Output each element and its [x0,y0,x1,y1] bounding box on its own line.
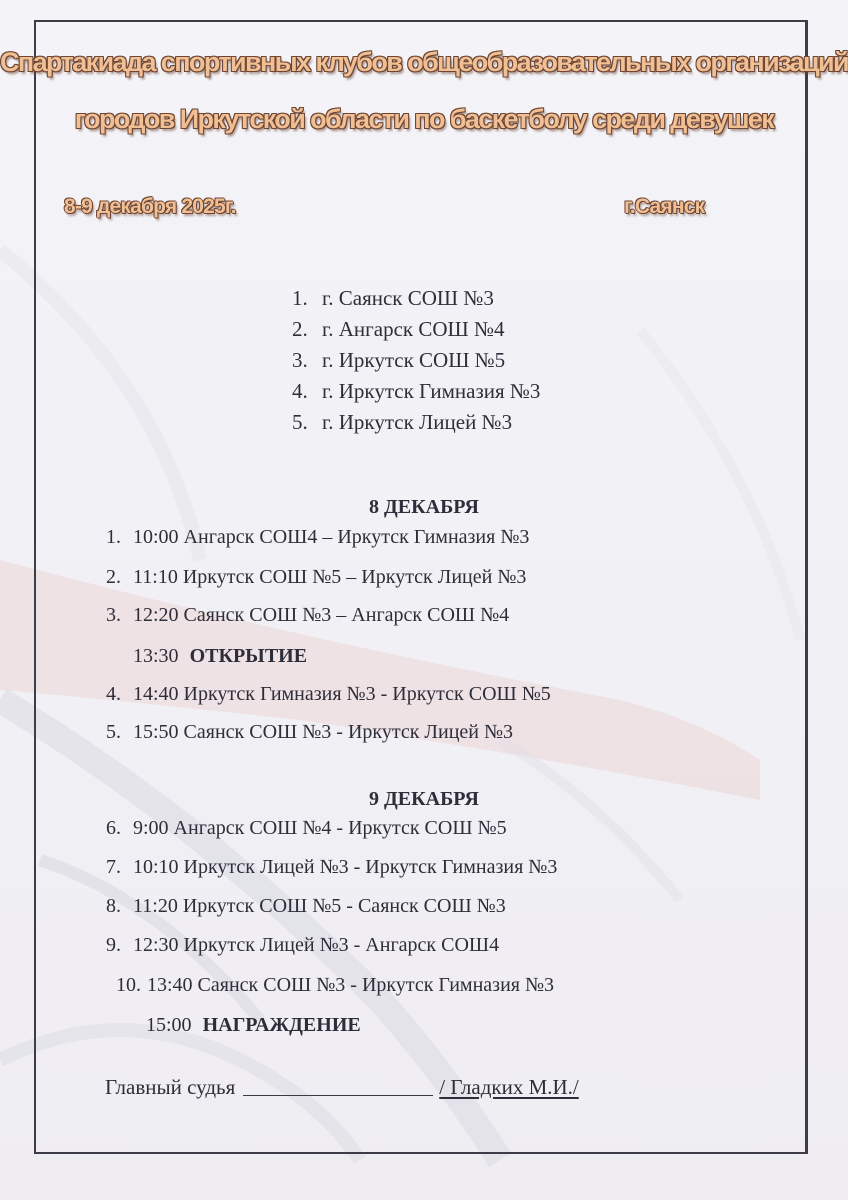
team-list [292,286,540,441]
match-item: 9. 12:30 Иркутск Лицей №3 - Ангарск СОШ4 [106,934,500,956]
match-item: 3. 12:20 Саянск СОШ №3 – Ангарск СОШ №4 [106,604,510,626]
awards-ceremony: 15:00 НАГРАЖДЕНИЕ [146,1014,361,1036]
day1-heading: 8 ДЕКАБРЯ [369,496,479,518]
day2-heading: 9 ДЕКАБРЯ [369,788,479,810]
signature-blank [243,1075,433,1096]
list-item: 2. г. Ангарск СОШ №4 [292,317,505,341]
match-item: 5. 15:50 Саянск СОШ №3 - Иркутск Лицей №3 [106,721,514,743]
match-item: 8. 11:20 Иркутск СОШ №5 - Саянск СОШ №3 [106,895,506,917]
match-item: 2. 11:10 Иркутск СОШ №5 – Иркутск Лицей №3 [106,566,527,588]
judge-label: Главный судья [105,1075,236,1099]
event-city: г.Саянск [624,195,705,218]
list-item: 5. г. Иркутск Лицей №3 [292,410,513,434]
match-item: 10. 13:40 Саянск СОШ №3 - Иркутск Гимназия №3 [116,974,555,996]
list-item: 3. г. Иркутск СОШ №5 [292,348,506,372]
match-item: 6. 9:00 Ангарск СОШ №4 - Иркутск СОШ №5 [106,817,507,839]
list-item: 1. г. Саянск СОШ №3 [292,286,494,310]
opening-ceremony: 13:30 ОТКРЫТИЕ [133,645,308,667]
match-item: 1. 10:00 Ангарск СОШ4 – Иркутск Гимназия №3 [106,526,530,548]
title-line-2: городов Иркутской области по баскетболу среди девушек [74,104,774,134]
match-item: 7. 10:10 Иркутск Лицей №3 - Иркутск Гимназия №3 [106,856,558,878]
list-item: 4. г. Иркутск Гимназия №3 [292,379,541,403]
title-line-1: Спартакиада спортивных клубов общеобразовательных организаций [0,47,848,77]
judge-name: / Гладких М.И./ [439,1075,579,1099]
event-date: 8-9 декабря 2025г. [64,195,236,218]
judge-signature-line [105,1075,579,1100]
match-item: 4. 14:40 Иркутск Гимназия №3 - Иркутск СОШ №5 [106,683,551,705]
